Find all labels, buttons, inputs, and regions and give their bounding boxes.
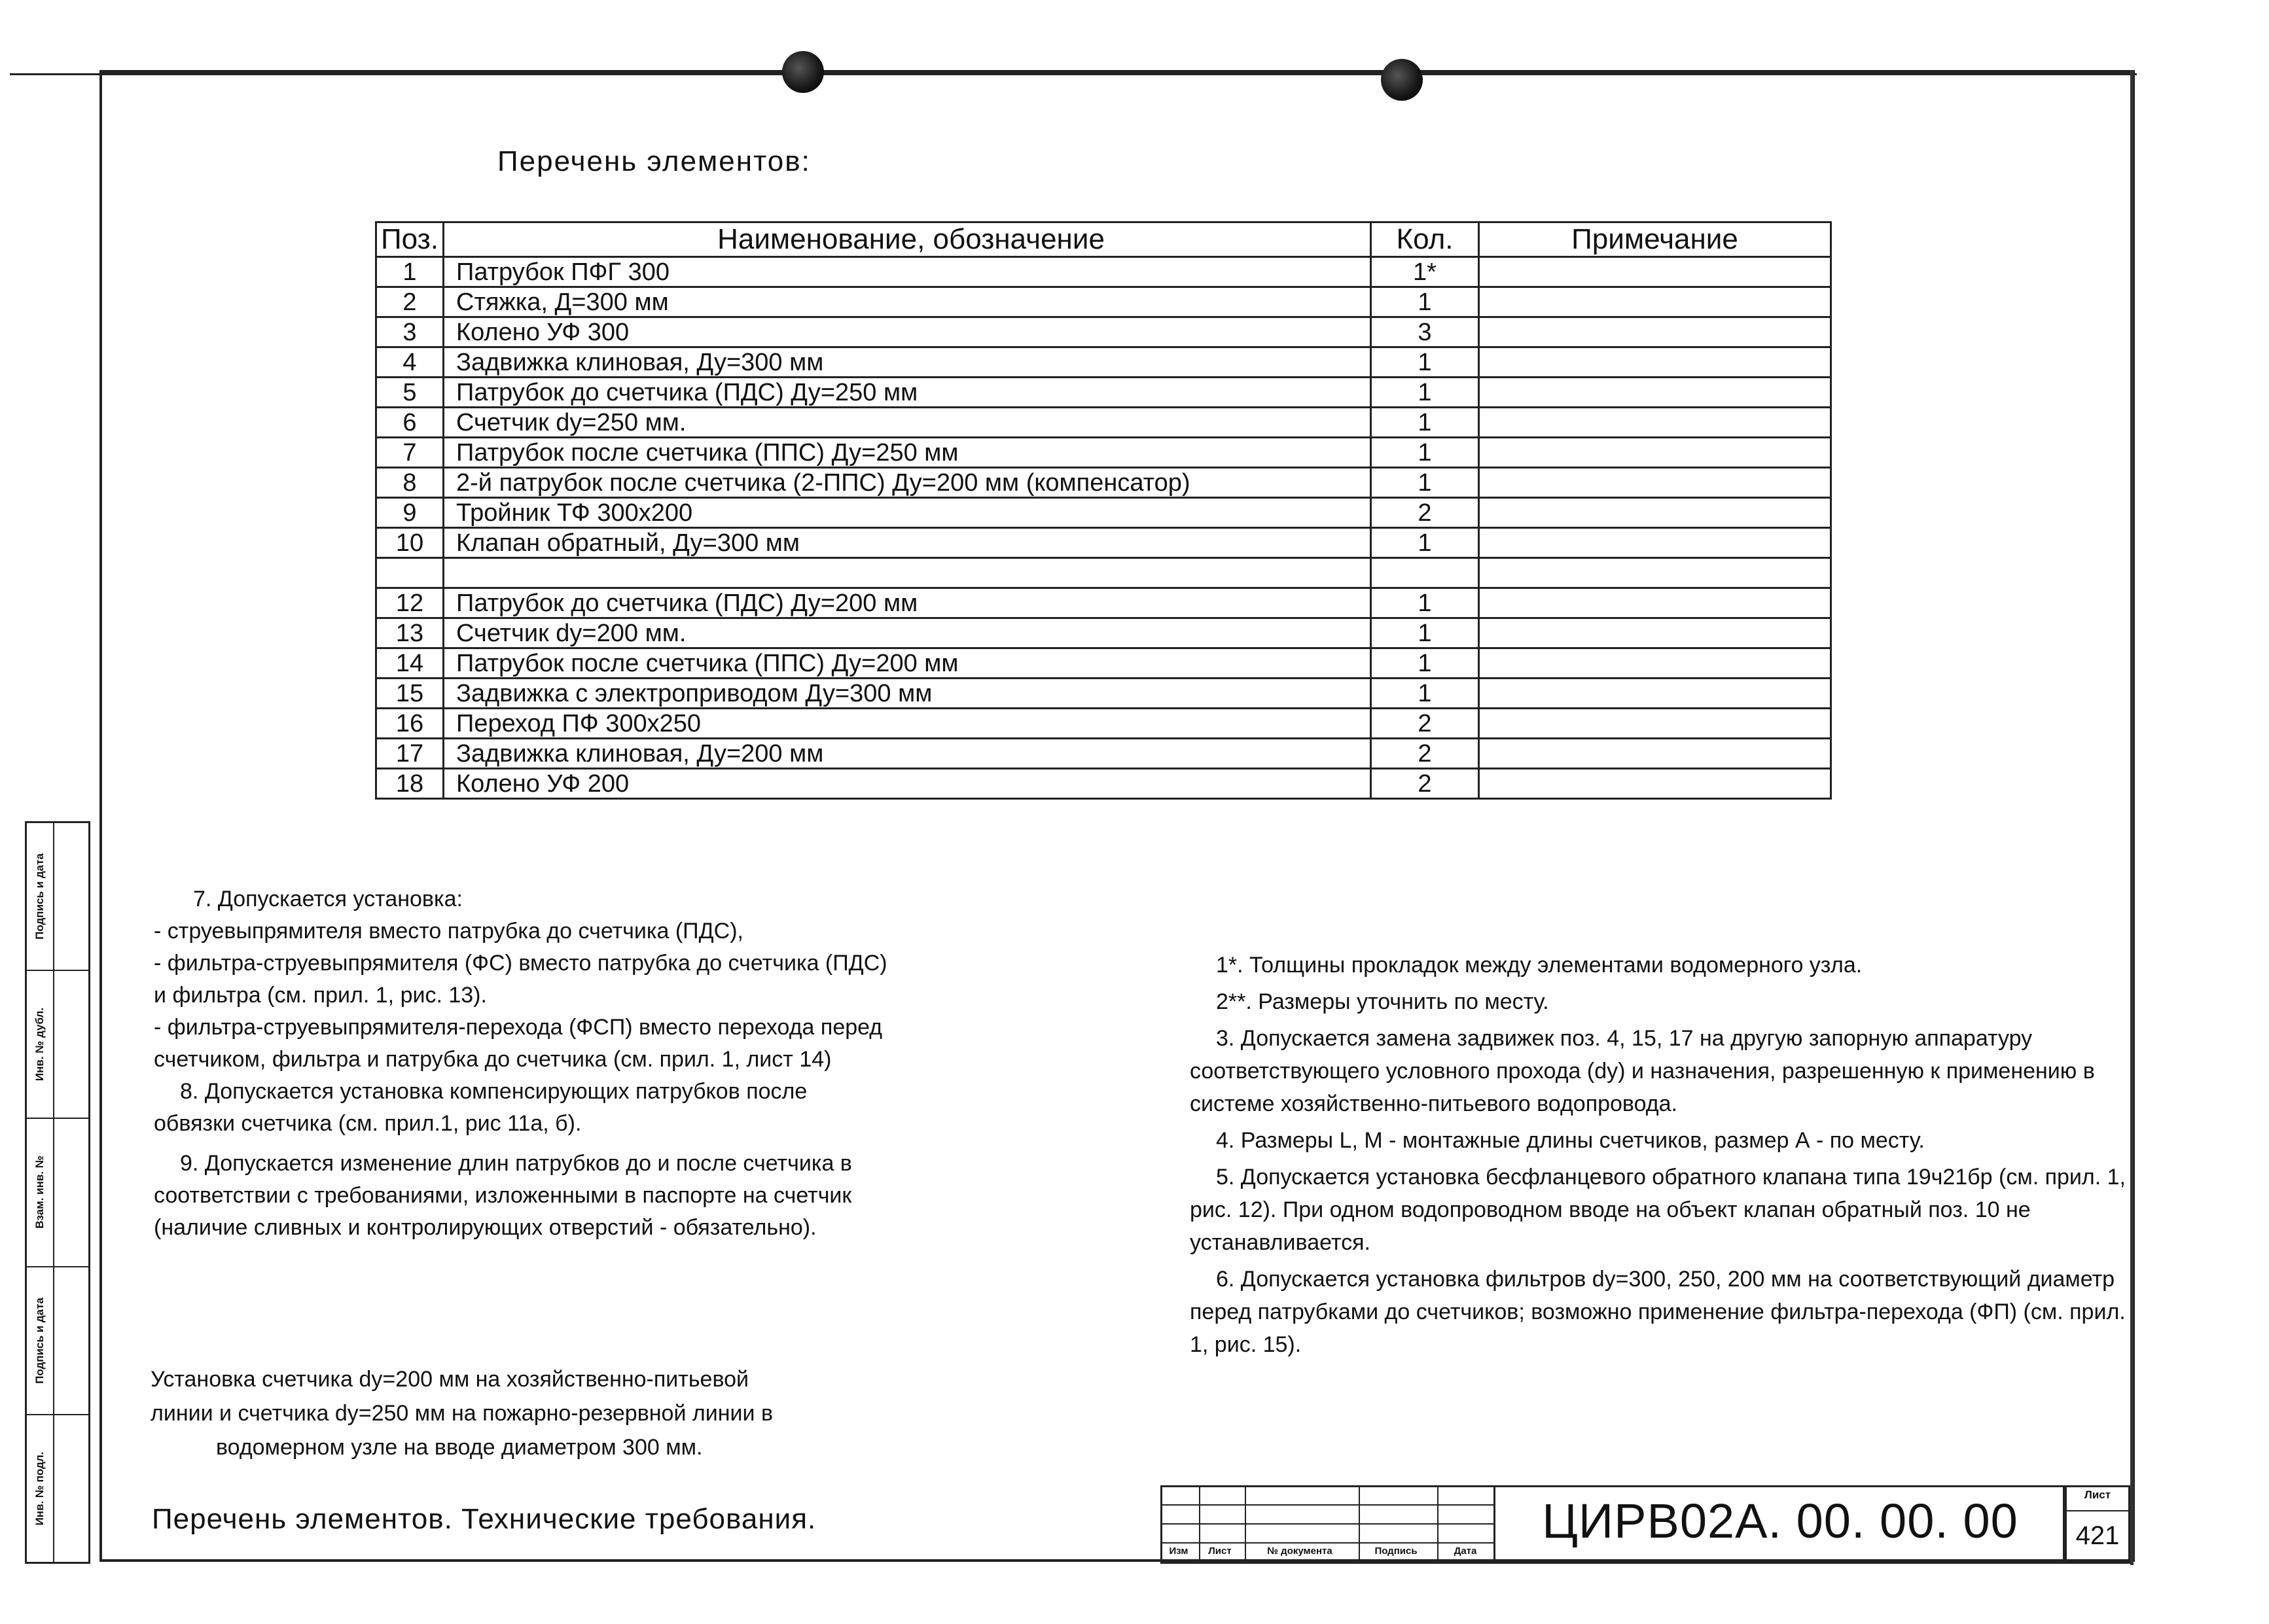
table-row: [376, 347, 1831, 378]
cell-note: [1479, 679, 1831, 709]
note-line: соответствии с требованиями, изложенными в паспорте на счетчик: [154, 1183, 852, 1208]
note-line: 7. Допускается установка:: [193, 887, 463, 911]
cell-name: Задвижка клиновая, Ду=200 мм: [444, 739, 1371, 769]
stamp-cell: [27, 970, 88, 1118]
binder-hole-left: [782, 51, 824, 93]
cell-note: [1479, 648, 1831, 679]
cell-pos: 14: [376, 648, 444, 679]
note-line: обвязки счетчика (см. прил.1, рис 11а, б).: [154, 1111, 582, 1136]
table-row: [376, 317, 1831, 347]
stamp-label: Инв. № подл.: [33, 1451, 46, 1526]
note-line: счетчиком, фильтра и патрубка до счетчика (см. прил. 1, лист 14): [154, 1047, 832, 1072]
cell-qty: [1371, 558, 1479, 588]
cell-pos: 9: [376, 498, 444, 528]
cell-note: [1479, 257, 1831, 287]
label-doc-number: № документа: [1267, 1545, 1332, 1557]
note-item: 2**. Размеры уточнить по месту.: [1216, 989, 1549, 1014]
notes-left: [154, 883, 1070, 1244]
cell-name: Счетчик dy=200 мм.: [444, 618, 1371, 648]
cell-name: Патрубок после счетчика (ППС) Ду=250 мм: [444, 438, 1371, 468]
caption-line: линии и счетчика dy=250 мм на пожарно-резервной линии в: [151, 1401, 774, 1426]
cell-name: Колено УФ 200: [444, 769, 1371, 799]
cell-name: Переход ПФ 300х250: [444, 709, 1371, 739]
document-code: ЦИРВ02А. 00. 00. 00: [1542, 1494, 2018, 1548]
note-item: 6. Допускается установка фильтров dy=300, 250, 200 мм на соответствующий диаметр перед патрубками до счетчиков; возможно применение фильтра-перехода (ФП) (см. прил. 1, рис. 15).: [1190, 1267, 2126, 1357]
cell-pos: 13: [376, 618, 444, 648]
cell-name: Счетчик dy=250 мм.: [444, 408, 1371, 438]
cell-note: [1479, 468, 1831, 498]
table-row: [376, 378, 1831, 408]
table-row: [376, 257, 1831, 287]
note-line: 9. Допускается изменение длин патрубков до и после счетчика в: [180, 1151, 852, 1176]
cell-name: Патрубок до счетчика (ПДС) Ду=200 мм: [444, 588, 1371, 618]
cell-qty: 1: [1371, 347, 1479, 378]
cell-name: Задвижка клиновая, Ду=300 мм: [444, 347, 1371, 378]
note-item: 1*. Толщины прокладок между элементами водомерного узла.: [1216, 953, 1863, 978]
cell-pos: 4: [376, 347, 444, 378]
cell-qty: 2: [1371, 709, 1479, 739]
stamp-cell: [27, 823, 88, 970]
installation-caption: [151, 1362, 969, 1464]
note-line: - фильтра-струевыпрямителя-перехода (ФСП) вместо перехода перед: [154, 1015, 883, 1040]
cell-pos: 12: [376, 588, 444, 618]
cell-qty: 1: [1371, 588, 1479, 618]
table-row: [376, 679, 1831, 709]
table-row: [376, 739, 1831, 769]
stamp-cell: [27, 1266, 88, 1414]
cell-name: Патрубок до счетчика (ПДС) Ду=250 мм: [444, 378, 1371, 408]
cell-qty: 1: [1371, 679, 1479, 709]
cell-name: Патрубок ПФГ 300: [444, 257, 1371, 287]
note-line: (наличие сливных и контролирующих отверстий - обязательно).: [154, 1215, 817, 1240]
table-body: [376, 257, 1831, 799]
label-izm: Изм: [1169, 1545, 1188, 1557]
note-item: 5. Допускается установка бесфланцевого обратного клапана типа 19ч21бр (см. прил. 1, рис. 12). При одном водопроводном вводе на объект клапан обратный поз. 10 не устанавливается.: [1190, 1165, 2126, 1255]
cell-note: [1479, 317, 1831, 347]
document-title: Перечень элементов. Технические требования.: [152, 1503, 817, 1535]
table-row: [376, 287, 1831, 317]
cell-note: [1479, 618, 1831, 648]
cell-qty: 1: [1371, 438, 1479, 468]
cell-pos: 2: [376, 287, 444, 317]
cell-pos: 15: [376, 679, 444, 709]
cell-pos: 7: [376, 438, 444, 468]
note-line: - фильтра-струевыпрямителя (ФС) вместо патрубка до счетчика (ПДС): [154, 951, 887, 976]
cell-pos: 5: [376, 378, 444, 408]
cell-pos: 10: [376, 528, 444, 558]
table-row: [376, 498, 1831, 528]
cell-note: [1479, 558, 1831, 588]
cell-name: Тройник ТФ 300х200: [444, 498, 1371, 528]
cell-qty: 1: [1371, 528, 1479, 558]
cell-note: [1479, 588, 1831, 618]
stamp-label: Подпись и дата: [33, 853, 46, 940]
table-row: [376, 588, 1831, 618]
cell-pos: 17: [376, 739, 444, 769]
title-block-labels: [1160, 1543, 1495, 1562]
stamp-cell: [27, 1414, 88, 1562]
sheet-label: Лист: [2084, 1489, 2111, 1501]
cell-qty: 2: [1371, 769, 1479, 799]
elements-table: [375, 221, 1832, 800]
cell-name: Стяжка, Д=300 мм: [444, 287, 1371, 317]
cell-qty: 3: [1371, 317, 1479, 347]
table-row: [376, 558, 1831, 588]
cell-qty: 1: [1371, 648, 1479, 679]
cell-pos: 16: [376, 709, 444, 739]
sheet-divider: [2065, 1510, 2130, 1511]
cell-qty: 2: [1371, 739, 1479, 769]
cell-note: [1479, 378, 1831, 408]
table-header-row: [376, 222, 1831, 257]
label-date: Дата: [1454, 1545, 1477, 1557]
cell-note: [1479, 528, 1831, 558]
cell-qty: 2: [1371, 498, 1479, 528]
cell-note: [1479, 287, 1831, 317]
list-title: Перечень элементов:: [497, 145, 811, 177]
stamp-label: Подпись и дата: [33, 1297, 46, 1384]
note-line: - струевыпрямителя вместо патрубка до счетчика (ПДС),: [154, 919, 743, 944]
header-pos: Поз.: [376, 222, 444, 257]
cell-qty: 1: [1371, 468, 1479, 498]
stamp-label: Взам. инв. №: [33, 1156, 46, 1229]
cell-note: [1479, 739, 1831, 769]
binder-hole-right: [1381, 59, 1423, 101]
cell-name: Патрубок после счетчика (ППС) Ду=200 мм: [444, 648, 1371, 679]
cell-note: [1479, 408, 1831, 438]
table-row: [376, 709, 1831, 739]
caption-line: водомерном узле на вводе диаметром 300 мм.: [216, 1435, 703, 1460]
cell-name: Колено УФ 300: [444, 317, 1371, 347]
side-stamp: [25, 821, 90, 1564]
note-line: и фильтра (см. прил. 1, рис. 13).: [154, 983, 487, 1008]
cell-pos: 18: [376, 769, 444, 799]
table-row: [376, 528, 1831, 558]
header-qty: Кол.: [1371, 222, 1479, 257]
note-item: 3. Допускается замена задвижек поз. 4, 15, 17 на другую запорную аппаратуру соответствующего условного прохода (dy) и назначения, разрешенную к применению в системе хозяйственно-питьевого водопровода.: [1190, 1026, 2095, 1116]
cell-note: [1479, 769, 1831, 799]
sheet-number: 421: [2075, 1521, 2120, 1550]
header-name: Наименование, обозначение: [444, 222, 1371, 257]
cell-qty: 1: [1371, 287, 1479, 317]
table-row: [376, 468, 1831, 498]
cell-qty: 1: [1371, 378, 1479, 408]
stamp-label: Инв. № дубл.: [33, 1008, 46, 1082]
cell-name: [444, 558, 1371, 588]
caption-line: Установка счетчика dy=200 мм на хозяйственно-питьевой: [151, 1367, 749, 1392]
note-item: 4. Размеры L, M - монтажные длины счетчиков, размер А - по месту.: [1216, 1128, 1925, 1153]
cell-pos: 6: [376, 408, 444, 438]
cell-note: [1479, 347, 1831, 378]
notes-right: [1190, 949, 2139, 1365]
table-row: [376, 648, 1831, 679]
cell-qty: 1*: [1371, 257, 1479, 287]
table-row: [376, 438, 1831, 468]
table-row: [376, 408, 1831, 438]
cell-pos: 1: [376, 257, 444, 287]
cell-note: [1479, 438, 1831, 468]
cell-qty: 1: [1371, 618, 1479, 648]
cell-pos: [376, 558, 444, 588]
table-row: [376, 618, 1831, 648]
cell-pos: 8: [376, 468, 444, 498]
cell-note: [1479, 498, 1831, 528]
label-list: Лист: [1208, 1545, 1232, 1557]
note-line: 8. Допускается установка компенсирующих патрубков после: [180, 1079, 808, 1104]
cell-pos: 3: [376, 317, 444, 347]
table-row: [376, 769, 1831, 799]
cell-note: [1479, 709, 1831, 739]
header-note: Примечание: [1479, 222, 1831, 257]
cell-name: 2-й патрубок после счетчика (2-ППС) Ду=200 мм (компенсатор): [444, 468, 1371, 498]
cell-name: Задвижка с электроприводом Ду=300 мм: [444, 679, 1371, 709]
cell-qty: 1: [1371, 408, 1479, 438]
cell-name: Клапан обратный, Ду=300 мм: [444, 528, 1371, 558]
stamp-cell: [27, 1118, 88, 1265]
label-signature: Подпись: [1374, 1545, 1418, 1557]
